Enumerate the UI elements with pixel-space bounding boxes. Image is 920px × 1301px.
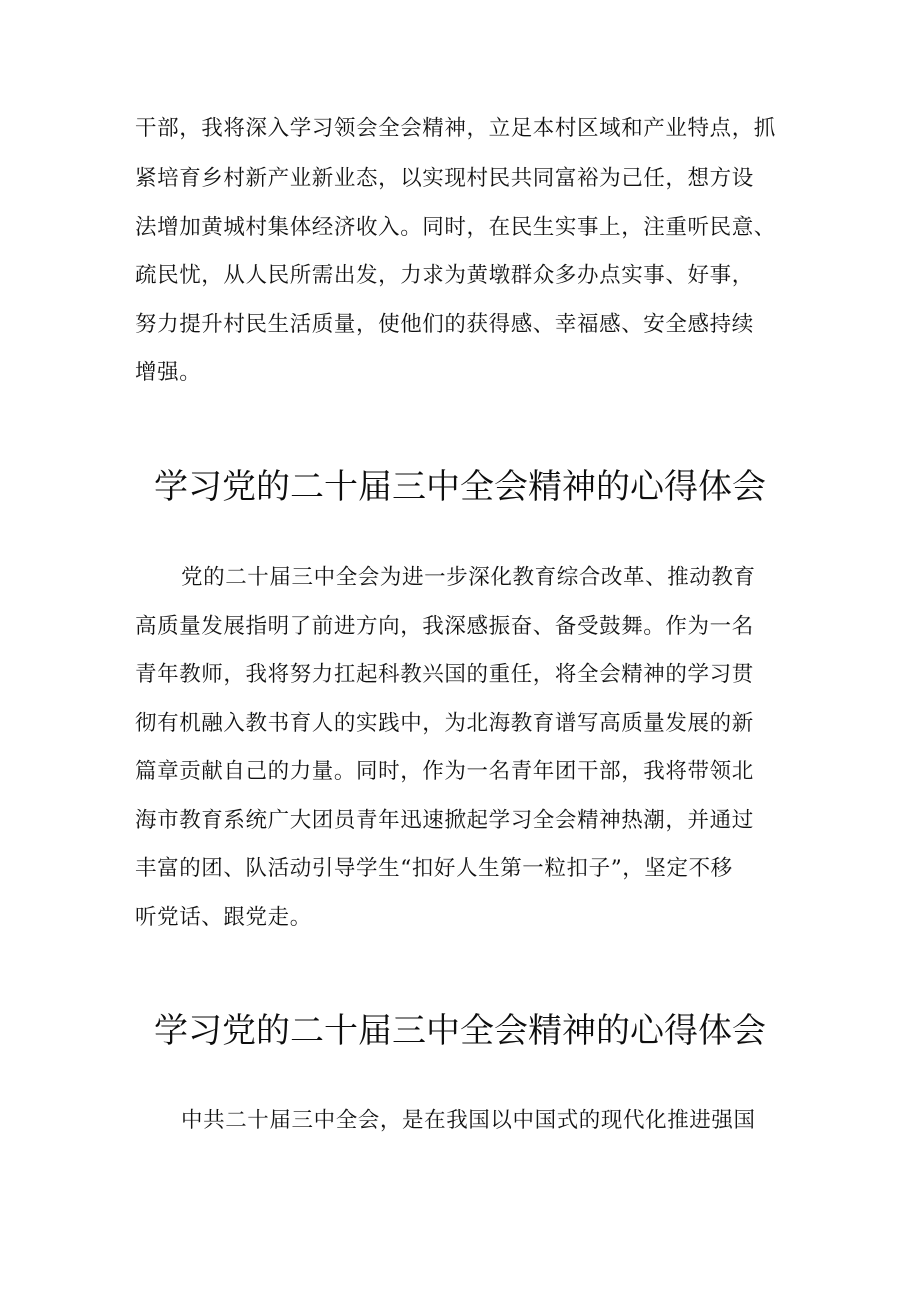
paragraph-line: 中共二十届三中全会，是在我国以中国式的现代化推进强国 <box>181 1108 756 1133</box>
paragraph-line: 干部，我将深入学习领会全会精神，立足本村区域和产业特点，抓 <box>135 116 776 141</box>
paragraph-line: 青年教师，我将努力扛起科教兴国的重任，将全会精神的学习贯 <box>135 662 754 687</box>
paragraph-line: 努力提升村民生活质量，使他们的获得感、幸福感、安全感持续 <box>135 312 754 337</box>
paragraph-line: 丰富的团、队活动引导学生“扣好人生第一粒扣子”，坚定不移 <box>135 856 733 881</box>
paragraph-line: 高质量发展指明了前进方向，我深感振奋、备受鼓舞。作为一名 <box>135 614 754 639</box>
paragraph-line: 法增加黄城村集体经济收入。同时，在民生实事上，注重听民意、 <box>135 215 776 240</box>
section-title: 学习党的二十届三中全会精神的心得体会 <box>154 467 766 507</box>
paragraph-line: 紧培育乡村新产业新业态，以实现村民共同富裕为己任，想方设 <box>135 166 754 191</box>
paragraph-line: 海市教育系统广大团员青年迅速掀起学习全会精神热潮，并通过 <box>135 808 754 833</box>
paragraph-line: 篇章贡献自己的力量。同时，作为一名青年团干部，我将带领北 <box>135 759 754 784</box>
paragraph-line: 增强。 <box>135 360 202 385</box>
section-title: 学习党的二十届三中全会精神的心得体会 <box>154 1011 766 1051</box>
paragraph-line: 听党话、跟党走。 <box>135 905 312 930</box>
paragraph-line: 疏民忧，从人民所需出发，力求为黄墩群众多办点实事、好事， <box>135 263 754 288</box>
paragraph-line: 党的二十届三中全会为进一步深化教育综合改革、推动教育 <box>181 565 756 590</box>
paragraph-line: 彻有机融入教书育人的实践中，为北海教育谱写高质量发展的新 <box>135 711 754 736</box>
